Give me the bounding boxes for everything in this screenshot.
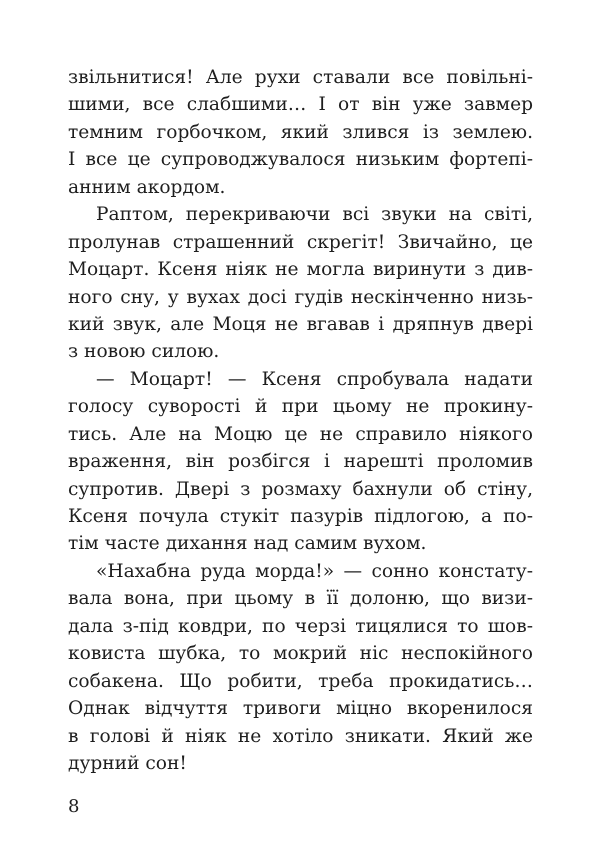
text-line: собакена. Що робити, треба прокидатись… <box>68 670 533 692</box>
paragraph <box>68 366 533 558</box>
text-line: І все це супроводжувалося низьким фортепі- <box>68 149 533 171</box>
text-line: «Нахабна руда морда!» — сонно констату- <box>96 560 533 582</box>
paragraph <box>68 64 533 201</box>
text-line: тись. Але на Моцю це не справило ніякого <box>68 423 533 445</box>
text-line: ного сну, у вухах досі гудів нескінченно низь- <box>68 286 533 308</box>
text-line: тім часте дихання над самим вухом. <box>68 533 427 555</box>
paragraph <box>68 558 533 778</box>
text-line: супротив. Двері з розмаху бахнули об стіну, <box>68 478 533 500</box>
text-line: в голові й ніяк не хотіло зникати. Який же <box>68 725 533 747</box>
text-line: враження, він розбігся і нарешті проломив <box>68 451 533 473</box>
text-line: анним акордом. <box>68 176 226 198</box>
text-line: — Моцарт! — Ксеня спробувала надати <box>96 368 533 390</box>
text-line: Моцарт. Ксеня ніяк не могла виринути з див- <box>68 259 533 281</box>
text-line: шими, все слабшими… І от він уже завмер <box>68 94 533 116</box>
text-line: кий звук, але Моця не вгавав і дряпнув двері <box>68 313 533 335</box>
page-body-text <box>68 64 533 777</box>
text-line: з новою силою. <box>68 341 220 363</box>
text-line: Ксеня почула стукіт пазурів підлогою, а по- <box>68 506 533 527</box>
text-line: дурний сон! <box>68 752 187 774</box>
text-line: пролунав страшенний скрегіт! Звичайно, це <box>68 231 533 253</box>
text-line: Однак відчуття тривоги міцно вкоренилося <box>68 698 533 720</box>
text-line: вала вона, при цьому в її долоню, що визи- <box>68 588 533 610</box>
text-line: темним горбочком, який злився із землею. <box>68 121 533 143</box>
text-line: дала з-під ковдри, по черзі тицялися то шов- <box>68 615 533 637</box>
page-number: 8 <box>68 796 80 817</box>
text-line: Раптом, перекриваючи всі звуки на світі, <box>96 204 533 226</box>
text-line: звільнитися! Але рухи ставали все повільні- <box>68 67 533 88</box>
text-line: ковиста шубка, то мокрий ніс неспокійного <box>68 643 533 665</box>
paragraph <box>68 201 533 366</box>
text-line: голосу суворості й при цьому не прокину- <box>68 396 533 418</box>
